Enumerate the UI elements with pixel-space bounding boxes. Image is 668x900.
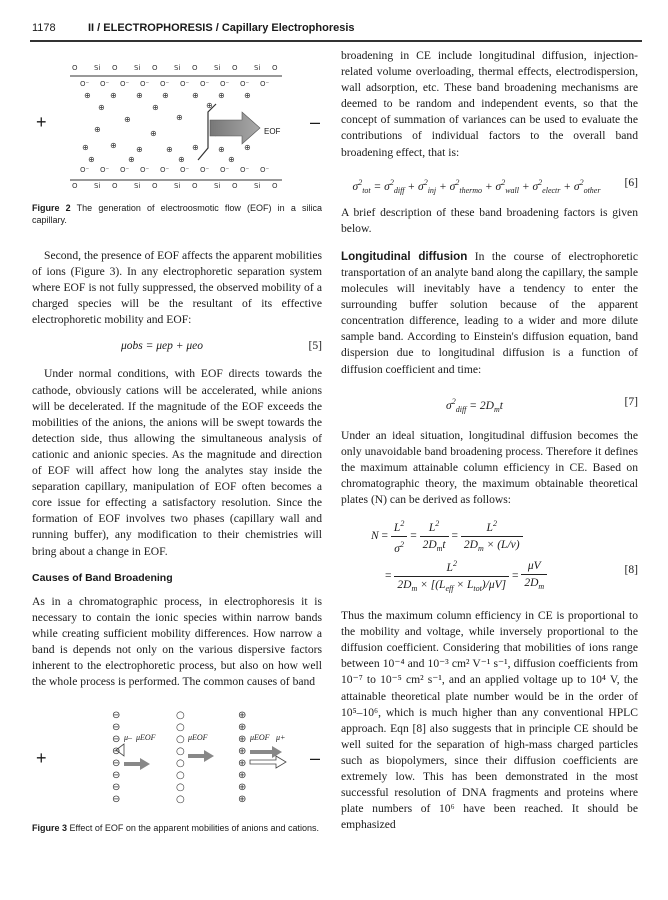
left-column [32, 48, 322, 834]
svg-text:⊕: ⊕ [238, 770, 247, 782]
svg-text:⊖: ⊖ [112, 722, 121, 734]
eof-capillary-diagram [32, 48, 322, 198]
svg-text:⊖: ⊖ [112, 782, 121, 794]
svg-text:⊕: ⊕ [238, 758, 247, 770]
run-in-heading: Longitudinal diffusion [341, 249, 468, 263]
equation-7 [341, 392, 638, 414]
svg-text:Si: Si [174, 64, 181, 72]
svg-text:O⁻: O⁻ [140, 166, 150, 174]
svg-text:Si: Si [174, 182, 181, 190]
mu-plus-label: μ+ [276, 733, 286, 743]
svg-text:⊕: ⊕ [124, 115, 131, 124]
svg-text:O: O [272, 182, 278, 190]
svg-text:⊖: ⊖ [112, 794, 121, 806]
section-heading: Causes of Band Broadening [32, 571, 173, 584]
figure-3-caption: Figure 3 Effect of EOF on the apparent mobilities of anions and cations. [32, 823, 320, 834]
svg-text:O⁻: O⁻ [240, 166, 250, 174]
equation-6-expression: $\sigma^2_{tot} = \sigma^2_{diff} + \sigma^2_{inj} + \sigma^2_{thermo} + \sigma^2_{wall} + \sigma^2_{electr} + \sigma^2_{other}$ [352, 177, 601, 195]
svg-text:⊕: ⊕ [82, 143, 89, 152]
svg-text:O: O [152, 182, 158, 190]
svg-text:⊖: ⊖ [112, 710, 121, 722]
svg-text:O⁻: O⁻ [80, 166, 90, 174]
paragraph: Thus the maximum column efficiency in CE is proportional to the mobility and voltage, while inversely proportional to the diffusion coefficient. Considering that mobilities of ions range between 10⁻⁴ and 10⁻³ cm² V⁻¹ s⁻¹, diffusion coefficients from 10⁻⁷ to 10⁻⁵ cm² s⁻¹, and an applied voltage up to 10⁴ V, the attainable theoretical plate number would be in the order of 10⁵–10⁶, which is much higher than any conventional HPLC approach. Eqn [8] also suggests that in principle CE should be well suited for the separation of high-mass charged particles such as biopolymers, since their diffusion coefficients are extremely low. This has been demonstrated in the most successful resolution of DNA fragments and proteins where plate numbers of 10⁶ have been reached. It should be emphasized [341, 609, 638, 832]
svg-text:⊕: ⊕ [98, 103, 105, 112]
mu-minus-label: μ– [124, 733, 133, 743]
svg-text:⊕: ⊕ [94, 125, 101, 134]
mu-eof-label: μEOF [136, 733, 156, 743]
svg-text:O: O [152, 64, 158, 72]
paragraph: A brief description of these band broadening factors is given below. [341, 205, 638, 235]
svg-text:⊖: ⊖ [112, 758, 121, 770]
svg-text:O⁻: O⁻ [260, 80, 270, 88]
svg-text:⊕: ⊕ [152, 103, 159, 112]
svg-text:⊖: ⊖ [112, 770, 121, 782]
svg-text:⊕: ⊕ [238, 722, 247, 734]
svg-text:○: ○ [176, 734, 185, 746]
svg-text:⊕: ⊕ [162, 91, 169, 100]
figure-2 [32, 48, 322, 198]
svg-text:○: ○ [176, 746, 185, 758]
svg-text:⊕: ⊕ [238, 794, 247, 806]
cathode-minus-sign: – [310, 112, 321, 132]
svg-text:○: ○ [176, 782, 185, 794]
svg-text:O⁻: O⁻ [100, 166, 110, 174]
svg-text:⊕: ⊕ [218, 145, 225, 154]
svg-text:O⁻: O⁻ [160, 80, 170, 88]
svg-text:O: O [272, 64, 278, 72]
svg-text:O: O [112, 182, 118, 190]
svg-text:⊕: ⊕ [136, 91, 143, 100]
svg-text:O: O [112, 64, 118, 72]
svg-text:⊕: ⊕ [110, 91, 117, 100]
anode-plus-sign: + [36, 748, 47, 769]
svg-text:O⁻: O⁻ [180, 80, 190, 88]
paragraph: Second, the presence of EOF affects the apparent mobilities of ions (Figure 3). In any electrophoretic separation system where EOF is not fully suppressed, the observed mobility of a charged species will be the resultant of its effective electrophoretic mobility and EOF: [32, 249, 322, 327]
svg-text:O: O [192, 64, 198, 72]
mu-eof-label: μEOF [250, 733, 270, 743]
equation-8-line-2: = $\frac{L^2}{2D_m \times [(L_{eff} \times L_{tot})/\mu V]}$ = $\frac{\mu V}{2D_m}$ [385, 556, 547, 597]
svg-text:⊕: ⊕ [192, 91, 199, 100]
svg-text:O⁻: O⁻ [100, 80, 110, 88]
svg-text:⊕: ⊕ [176, 113, 183, 122]
equation-8-line-1: N = $\frac{L^2}{\sigma^2}$ = $\frac{L^2}{2D_mt}$ = $\frac{L^2}{2D_m \times (L/\nu)}$ [371, 516, 523, 557]
svg-text:O⁻: O⁻ [220, 166, 230, 174]
equation-8-number: [8] [624, 563, 638, 577]
svg-text:Si: Si [134, 182, 141, 190]
svg-text:⊕: ⊕ [166, 145, 173, 154]
svg-text:O⁻: O⁻ [160, 166, 170, 174]
equation-5-expression: μobs = μep + μeo [120, 340, 204, 353]
paragraph: As in a chromatographic process, in electrophoresis it is necessary to contain the ionic species within narrow bands while creating sufficient mobility differences. How narrow a band is depends not only on the various dispersive factors inherent to the electrophoretic process, but also on how well the whole process is performed. The common causes of band [32, 594, 322, 689]
running-title: II / ELECTROPHORESIS / Capillary Electrophoresis [88, 22, 355, 34]
equation-7-number: [7] [624, 394, 638, 408]
paragraph: Under an ideal situation, longitudinal diffusion becomes the only unavoidable band broadening process. Therefore it defines the maximum attainable column efficiency in CE. Based on chromatographic theory, the maximum obtainable theoretical plates (N) can be derived as follows: [341, 428, 638, 506]
svg-text:○: ○ [176, 710, 185, 722]
svg-text:⊕: ⊕ [244, 91, 251, 100]
svg-text:⊕: ⊕ [218, 91, 225, 100]
svg-text:O: O [72, 64, 78, 72]
equation-7-expression: $\sigma^2_{diff} = 2D_mt$ [446, 396, 503, 414]
svg-text:○: ○ [176, 758, 185, 770]
svg-text:⊕: ⊕ [110, 141, 117, 150]
paragraph: broadening in CE include longitudinal diffusion, injection-related volume overloading, thermal effects, electrodispersion, wall adsorption, etc. These band broadening mechanisms are deemed to be random and independent events, so that the concept of summation of variances can be used to evaluate the contributions of individual factors to the overall band broadening effect, that is: [341, 49, 638, 159]
svg-text:⊕: ⊕ [238, 734, 247, 746]
cathode-minus-sign: – [310, 748, 321, 769]
svg-text:O⁻: O⁻ [180, 166, 190, 174]
svg-text:⊕: ⊕ [238, 746, 247, 758]
mobility-diagram [32, 708, 322, 816]
svg-text:O: O [232, 64, 238, 72]
equation-5-number: [5] [308, 339, 322, 353]
svg-text:O: O [232, 182, 238, 190]
svg-text:⊕: ⊕ [128, 155, 135, 164]
svg-text:⊖: ⊖ [112, 734, 121, 746]
svg-text:O⁻: O⁻ [240, 80, 250, 88]
svg-text:O⁻: O⁻ [260, 166, 270, 174]
svg-text:O⁻: O⁻ [220, 80, 230, 88]
svg-text:⊕: ⊕ [88, 155, 95, 164]
svg-text:O⁻: O⁻ [120, 166, 130, 174]
svg-text:O⁻: O⁻ [200, 166, 210, 174]
running-header [30, 16, 642, 42]
svg-text:O⁻: O⁻ [200, 80, 210, 88]
svg-text:O: O [192, 182, 198, 190]
svg-text:⊕: ⊕ [192, 143, 199, 152]
svg-text:○: ○ [176, 722, 185, 734]
paragraph: Longitudinal diffusion In the course of electrophoretic transportation of an analyte band along the capillary, the sample molecules will inevitably have a tendency to enter the surrounding buffer solution because of the apparent concentration difference, leading to a wider and more dilute sample band. According to Einstein's diffusion equation, band dispersion due to longitudinal diffusion is a function of diffusion coefficient and time: [341, 249, 638, 376]
svg-text:⊕: ⊕ [84, 91, 91, 100]
svg-text:⊕: ⊕ [238, 782, 247, 794]
svg-text:Si: Si [134, 64, 141, 72]
svg-text:⊕: ⊕ [150, 129, 157, 138]
svg-text:⊖: ⊖ [112, 746, 121, 758]
equation-5 [32, 336, 322, 358]
svg-text:Si: Si [94, 64, 101, 72]
svg-text:Si: Si [214, 182, 221, 190]
page-number: 1178 [32, 22, 56, 34]
svg-text:⊕: ⊕ [136, 145, 143, 154]
mu-eof-label: μEOF [188, 733, 208, 743]
figure-2-caption: Figure 2 The generation of electroosmotic flow (EOF) in a silica capillary. [32, 203, 322, 225]
svg-text:Si: Si [214, 64, 221, 72]
equation-8 [341, 516, 638, 596]
paragraph: Under normal conditions, with EOF directs towards the cathode, obviously cations will be accelerated, while anions will be decelerated. If the magnitude of the EOF exceeds the mobilities of the anions, the anions will be swept towards the detection side, thus allowing the simultaneous analysis of cationic and anionic species. As the magnitude and direction of EOF will affect how long the analytes stay inside the separation capillary, manipulation of EOF often becomes a core issue for effecting a satisfactory resolution. Since the formation of EOF involves two phases (capillary wall and running buffer), any modification to their chemistries will bring about a change in EOF. [32, 367, 322, 558]
svg-text:⊕: ⊕ [228, 155, 235, 164]
svg-text:○: ○ [176, 770, 185, 782]
anode-plus-sign: + [36, 112, 47, 132]
svg-text:⊕: ⊕ [206, 101, 213, 110]
figure-3 [32, 708, 322, 816]
svg-text:⊕: ⊕ [178, 155, 185, 164]
svg-text:Si: Si [254, 64, 261, 72]
svg-text:O: O [72, 182, 78, 190]
equation-6 [341, 173, 638, 197]
eof-label: EOF [264, 127, 281, 136]
equation-6-number: [6] [624, 175, 638, 189]
svg-text:O⁻: O⁻ [140, 80, 150, 88]
svg-text:⊕: ⊕ [238, 710, 247, 722]
svg-text:O⁻: O⁻ [80, 80, 90, 88]
right-column [341, 48, 638, 833]
svg-text:⊕: ⊕ [244, 143, 251, 152]
svg-text:O⁻: O⁻ [120, 80, 130, 88]
svg-text:Si: Si [254, 182, 261, 190]
svg-text:Si: Si [94, 182, 101, 190]
svg-text:○: ○ [176, 794, 185, 806]
